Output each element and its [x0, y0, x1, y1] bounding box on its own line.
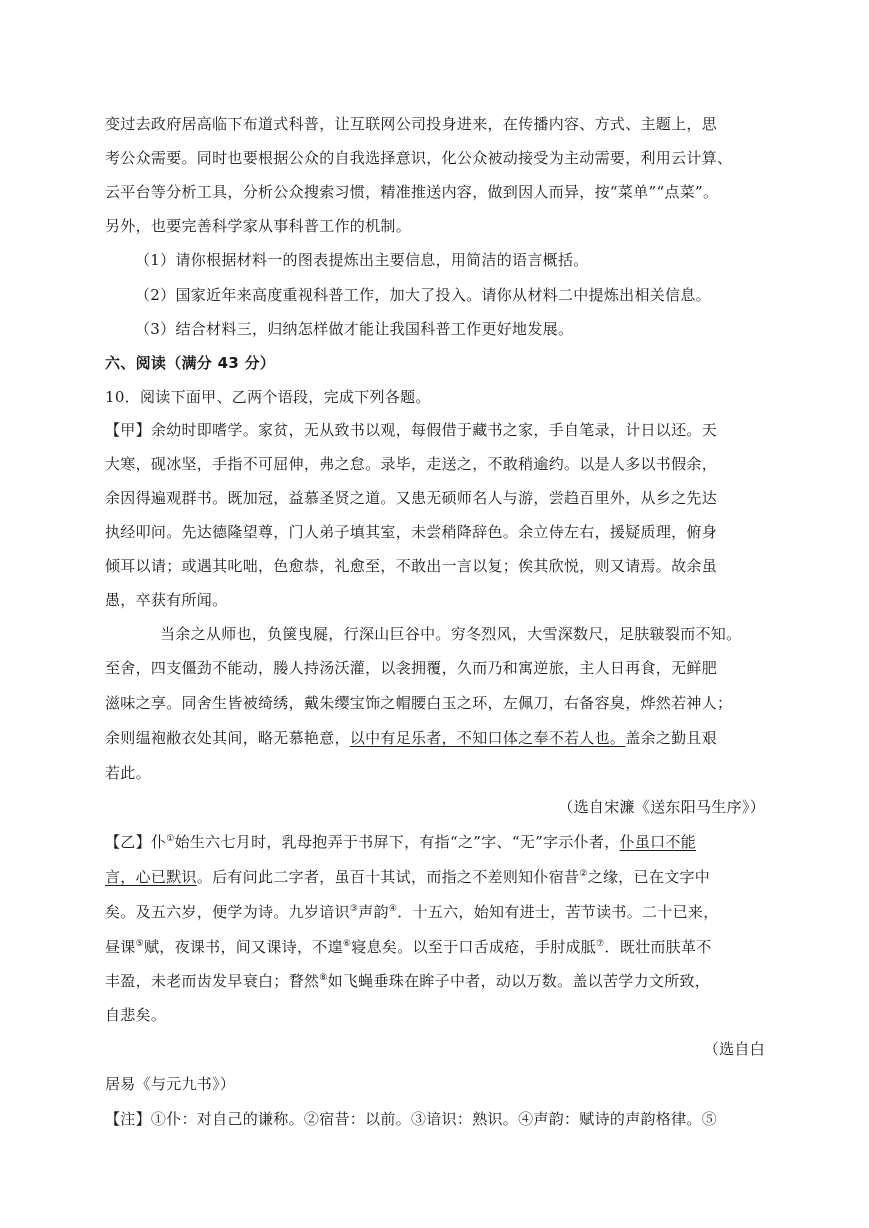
text-line: 另外，也要完善科学家从事科普工作的机制。 [105, 217, 412, 235]
passage-a-line: 余则缊袍敝衣处其间，略无慕艳意，以中有足乐者，不知口体之奉不若人也。盖余之勤且艰 [105, 729, 718, 747]
source-citation: （选自白 [703, 1040, 765, 1058]
question-3: （3）结合材料三，归纳怎样做才能让我国科普工作更好地发展。 [135, 320, 574, 338]
passage-b-line: 自悲矣。 [105, 1006, 167, 1024]
question-10: 10．阅读下面甲、乙两个语段，完成下列各题。 [105, 388, 431, 406]
text-line: 云平台等分析工具，分析公众搜索习惯，精准推送内容，做到因人而异，按“菜单”“点菜”。 [105, 183, 719, 201]
passage-a-line: 执经叩问。先达德隆望尊，门人弟子填其室，未尝稍降辞色。余立侍左右，援疑质理，俯身 [105, 523, 718, 541]
passage-b-line: 言，心已默识。后有问此二字者，虽百十其试，而指之不差则知仆宿昔②之缘，已在文字中 [105, 868, 711, 886]
passage-b-line: 矣。及五六岁，便学为诗。九岁谙识③声韵④．十五六，始知有进士，苦节读书。二十已来， [105, 903, 719, 921]
passage-a-line: 当余之从师也，负箧曳屣，行深山巨谷中。穷冬烈风，大雪深数尺，足肤皲裂而不知。 [160, 625, 742, 643]
underlined-sentence: 言，心已默识 [105, 868, 197, 886]
emphasis-dot-char: 及 [135, 903, 151, 921]
question-2: （2）国家近年来高度重视科普工作，加大了投入。请你从材料二中提炼出相关信息。 [135, 286, 711, 304]
passage-a-line: 【甲】余幼时即嗜学。家贫，无从致书以观，每假借于藏书之家，手自笔录，计日以还。天 [105, 421, 718, 439]
passage-a-line: 愚，卒获有所闻。 [105, 591, 228, 609]
passage-a-line: 余因得遍观群书。既加冠，益慕圣贤之道。又患无硕师名人与游，尝趋百里外，从乡之先达 [105, 489, 718, 507]
text-line: 考公众需要。同时也要根据公众的自我选择意识，化公众被动接受为主动需要，利用云计算、 [105, 149, 733, 167]
source-citation: 居易《与元九书》） [105, 1075, 236, 1093]
question-1: （1）请你根据材料一的图表提炼出主要信息，用简洁的语言概括。 [135, 251, 589, 269]
passage-b-line: 丰盈，未老而齿发早衰白；瞀然⑧如飞蝇垂珠在眸子中者，动以万数。盖以苦学力文所致， [105, 972, 711, 990]
emphasis-dot-char: 援 [609, 523, 626, 541]
section-heading: 六、阅读（满分 43 分） [105, 354, 276, 372]
text-line: 变过去政府居高临下布道式科普，让互联网公司投身进来，在传播内容、方式、主题上，思 [105, 115, 718, 133]
footnote: 【注】①仆：对自己的谦称。②宿昔：以前。③谙识：熟识。④声韵：赋诗的声韵格律。⑤ [105, 1110, 718, 1128]
underlined-sentence: 仆虽口不能 [619, 833, 697, 851]
passage-a-line: 若此。 [105, 764, 151, 782]
passage-b-line: 昼课⑤赋，夜课书，间又课诗，不遑⑥寝息矣。以至于口舌成疮，手肘成胝⑦．既壮而肤革不 [105, 938, 712, 956]
passage-a-line: 至舍，四支僵劲不能动，媵人持汤沃灌，以衾拥覆，久而乃和寓逆旅，主人日再食，无鲜肥 [105, 659, 718, 677]
passage-a-line: 滋味之享。同舍生皆被绮绣，戴朱缨宝饰之帽腰白玉之环，左佩刀，右备容臭，烨然若神人； [105, 694, 733, 712]
passage-a-line: 倾耳以请；或遇其叱咄，色愈恭，礼愈至，不敢出一言以复；俟其欣悦，则又请焉。故余虽 [105, 557, 718, 575]
underlined-sentence: 以中有足乐者，不知口体之奉不若人也。 [349, 729, 626, 747]
emphasis-dot-char: 间 [235, 938, 252, 956]
passage-b-line: 【乙】仆①始生六七月时，乳母抱弄于书屏下，有指“之”字、“无”字示仆者，仆虽口不能 [105, 833, 697, 851]
source-citation: （选自宋濂《送东阳马生序》） [558, 798, 765, 816]
passage-a-line: 大寒，砚冰坚，手指不可屈伸，弗之怠。录毕，走送之，不敢稍逾约。以是人多以书假余， [105, 455, 718, 473]
